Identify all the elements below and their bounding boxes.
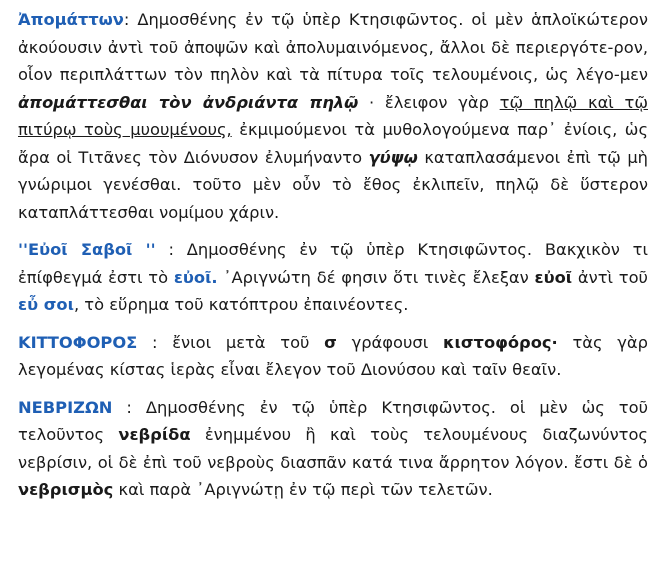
lemma: ''Εὐοῖ Σαβοῖ '' bbox=[18, 240, 156, 259]
keyword: γύψῳ bbox=[368, 147, 418, 167]
lemma: ΝΕΒΡΙΖΩΝ bbox=[18, 397, 113, 417]
entry-text: : Δημοσθένης ἐν τῷ ὑπὲρ Κτησιφῶντος. οἱ μὲν ἁπλοϊκώτερον ἀκούουσιν ἀντὶ τοῦ ἀποψῶν καὶ ἀπολυμαινόμενος, ἄλλοι δὲ περιεργότε-ρον, οἷον περιπλάττων τὸν πηλὸν καὶ τὰ πίτυρα τοῖς τελουμένοις, ὡς λέγο-μεν bbox=[18, 10, 648, 84]
entry-text: ἀντὶ τοῦ bbox=[572, 267, 648, 287]
quoted-phrase: ἀπομάττεσθαι τὸν ἀνδριάντα πηλῷ bbox=[18, 92, 359, 112]
entry-kittophoros bbox=[18, 329, 648, 384]
keyword: νεβρισμὸς bbox=[18, 480, 114, 499]
lemma: ΚΙΤΤΟΦΟΡΟΣ bbox=[18, 332, 138, 352]
entry-text: , τὸ εὕρημα τοῦ κατόπτρου ἐπαινέοντες. bbox=[73, 295, 409, 314]
keyword: σ bbox=[324, 332, 337, 352]
underlined-phrase: τῷ πηλῷ καὶ τῷ πιτύρῳ τοὺς μυουμένους, bbox=[18, 92, 648, 139]
keyword: νεβρίδα bbox=[118, 425, 191, 444]
lemma: Ἀπομάττων bbox=[18, 10, 124, 29]
entry-text: ἐκμιμούμενοι τὰ μυθολογούμενα παρ᾽ ἐνίοις, ὡς ἄρα οἱ Τιτᾶνες τὸν Διόνυσον ἐλυμήναντο bbox=[18, 120, 648, 167]
keyword: κιστοφόρος· bbox=[442, 332, 558, 352]
entry-text: καταπλασάμενοι ἐπὶ τῷ μὴ γνώριμοι γενέσθαι. τοῦτο μὲν οὖν τὸ ἔθος ἐκλιπεῖν, πηλῷ δὲ ὕστερον καταπλάττεσθαι νομίμου χάριν. bbox=[18, 147, 648, 222]
entry-text: · ἔλειφον γὰρ bbox=[358, 92, 500, 112]
entry-text: : Δημοσθένης ἐν τῷ ὑπὲρ Κτησιφῶντος. Βακχικὸν τι ἐπίφθεγμά ἐστι τὸ bbox=[18, 240, 648, 287]
keyword: εὖ σοι bbox=[18, 295, 74, 314]
entry-text: τὰς γὰρ λεγομένας κίστας ἱερὰς εἶναι ἔλεγον τοῦ Διονύσου καὶ ταῖν θεαῖν. bbox=[18, 332, 648, 379]
keyword: εὐοῖ. bbox=[173, 267, 218, 287]
entry-text: : Δημοσθένης ἐν τῷ ὑπὲρ Κτησιφῶντος. οἱ μὲν ὡς τοῦ τελοῦντος bbox=[18, 397, 648, 444]
keyword: εὐοῖ bbox=[534, 267, 573, 287]
entry-text: καὶ παρὰ ᾽Αριγνώτῃ ἐν τῷ περὶ τῶν τελετῶν. bbox=[113, 480, 493, 499]
entry-euoi-saboi bbox=[18, 236, 648, 319]
entry-apomatton bbox=[18, 6, 648, 226]
entry-text: ἐνημμένου ἢ καὶ τοὺς τελουμένους διαζωνύντος νεβρίσιν, οἱ δὲ ἐπὶ τοῦ νεβροὺς διασπᾶν κατά τινα ἄρρητον λόγον. ἔστι δὲ ὁ bbox=[18, 425, 648, 472]
entry-text: γράφουσι bbox=[336, 332, 443, 352]
entry-nebrizon bbox=[18, 394, 648, 504]
entry-text: : ἔνιοι μετὰ τοῦ bbox=[137, 332, 325, 352]
entry-text: ᾽Αριγνώτη δέ φησιν ὅτι τινὲς ἔλεξαν bbox=[217, 267, 535, 287]
